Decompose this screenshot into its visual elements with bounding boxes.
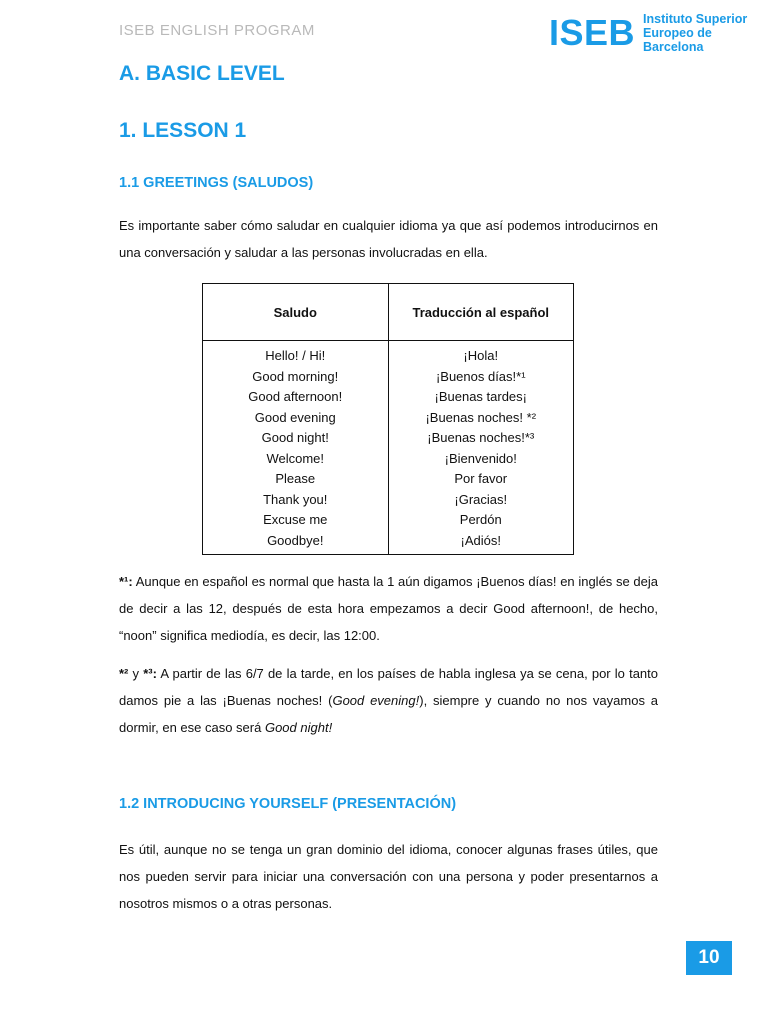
cell-traduccion: ¡Gracias! <box>388 490 574 511</box>
table-row <box>203 341 574 367</box>
logo-text <box>643 12 768 54</box>
footnote-2-italic-a: Good evening! <box>332 693 420 708</box>
cell-saludo: Goodbye! <box>203 531 389 555</box>
footnote-2-connector: y <box>128 666 144 681</box>
cell-saludo: Excuse me <box>203 510 389 531</box>
page-number: 10 <box>686 941 732 975</box>
cell-saludo: Thank you! <box>203 490 389 511</box>
header-program-label: ISEB ENGLISH PROGRAM <box>119 22 315 39</box>
footnote-2-text-b: ), siempre y cuando no nos vayamos a dormir, en ese caso será <box>119 693 658 735</box>
footnote-1-text: Aunque en español es normal que hasta la 1 aún digamos ¡Buenos días! en inglés se deja de decir a las 12, después de esta hora empezamos a decir Good afternoon!, de hecho, “noon” significa mediodía, es decir, las 12:00. <box>119 574 658 643</box>
cell-traduccion: ¡Hola! <box>388 341 574 367</box>
cell-traduccion: ¡Buenas noches! *² <box>388 408 574 429</box>
greetings-intro: Es importante saber cómo saludar en cualquier idioma ya que así podemos introducirnos en una conversación y saludar a las personas involucradas en ella. <box>119 218 658 260</box>
greetings-table <box>202 283 574 555</box>
cell-saludo: Hello! / Hi! <box>203 341 389 367</box>
section-introducing-title: 1.2 INTRODUCING YOURSELF (PRESENTACIÓN) <box>119 796 457 812</box>
footnote-1 <box>119 568 658 649</box>
table-header-traduccion: Traducción al español <box>388 284 574 341</box>
section-greetings-title: 1.1 GREETINGS (SALUDOS) <box>119 175 314 191</box>
footnote-2-italic-b: Good night! <box>264 720 333 735</box>
table-row <box>203 449 574 470</box>
level-title: A. BASIC LEVEL <box>119 62 285 85</box>
footnote-2-marker-a: *² <box>119 666 129 681</box>
table-header-row <box>203 284 574 341</box>
cell-traduccion: ¡Buenas noches!*³ <box>388 428 574 449</box>
table-row <box>203 428 574 449</box>
table-row <box>203 531 574 555</box>
cell-traduccion: ¡Buenos días!*¹ <box>388 367 574 388</box>
table-row <box>203 469 574 490</box>
logo-line-1: Instituto Superior <box>643 12 748 26</box>
iseb-logo <box>549 12 768 54</box>
table-row <box>203 387 574 408</box>
cell-saludo: Good morning! <box>203 367 389 388</box>
lesson-title: 1. LESSON 1 <box>119 119 247 142</box>
footnote-2-text-a: A partir de las 6/7 de la tarde, en los países de habla inglesa ya se cena, por lo tanto damos pie a las ¡Buenas noches! ( <box>119 666 658 708</box>
logo-mark: ISEB <box>549 12 636 53</box>
cell-saludo: Welcome! <box>203 449 389 470</box>
cell-traduccion: Por favor <box>388 469 574 490</box>
footnote-1-marker: *¹: <box>119 574 133 589</box>
cell-saludo: Good evening <box>203 408 389 429</box>
table-row <box>203 490 574 511</box>
footnote-2 <box>119 660 658 741</box>
introducing-intro: Es útil, aunque no se tenga un gran dominio del idioma, conocer algunas frases útiles, que nos pueden servir para iniciar una conversación con una persona y poder presentarnos a nosotros mismos o a otras personas. <box>119 842 658 911</box>
table-row <box>203 408 574 429</box>
cell-saludo: Please <box>203 469 389 490</box>
table-row <box>203 367 574 388</box>
cell-traduccion: ¡Buenas tardes¡ <box>388 387 574 408</box>
cell-saludo: Good afternoon! <box>203 387 389 408</box>
cell-saludo: Good night! <box>203 428 389 449</box>
cell-traduccion: Perdón <box>388 510 574 531</box>
table-row <box>203 510 574 531</box>
cell-traduccion: ¡Adiós! <box>388 531 574 555</box>
logo-line-2: Europeo de Barcelona <box>643 26 712 54</box>
cell-traduccion: ¡Bienvenido! <box>388 449 574 470</box>
table-header-saludo: Saludo <box>203 284 389 341</box>
footnote-2-marker-b: *³: <box>143 666 157 681</box>
